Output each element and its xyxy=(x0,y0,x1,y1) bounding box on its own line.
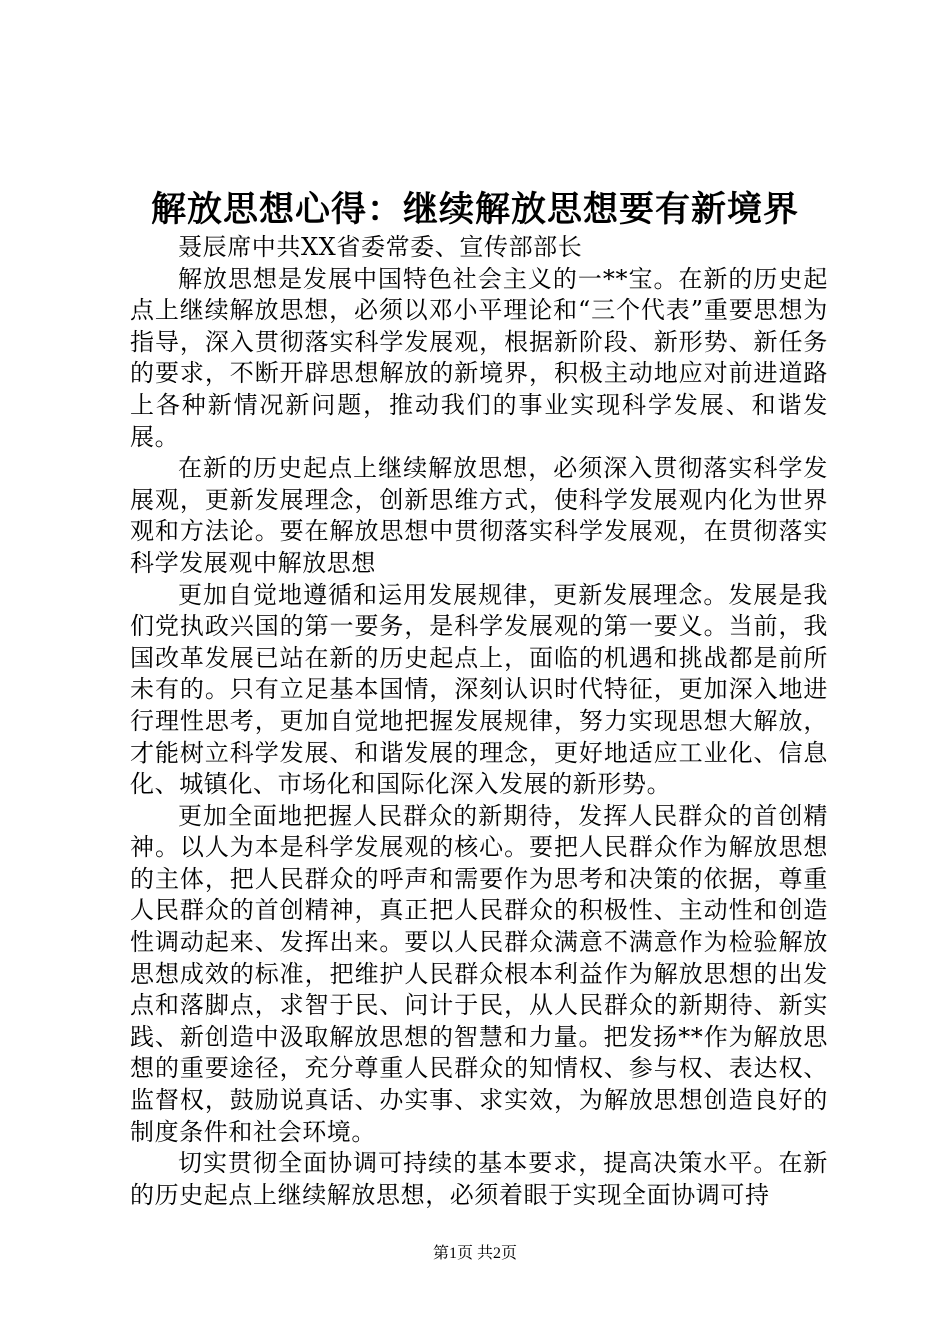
paragraph-2: 在新的历史起点上继续解放思想，必须深入贯彻落实科学发展观，更新发展理念，创新思维方式，使科学发展观内化为世界观和方法论。要在解放思想中贯彻落实科学发展观，在贯彻落实科学发展观中解放思想 xyxy=(130,454,828,577)
author-line: 聂辰席中共XX省委常委、宣传部部长 xyxy=(178,233,583,261)
document-body xyxy=(130,232,828,1211)
paragraph-1: 解放思想是发展中国特色社会主义的一**宝。在新的历史起点上继续解放思想，必须以邓小平理论和“三个代表”重要思想为指导，深入贯彻落实科学发展观，根据新阶段、新形势、新任务的要求，不断开辟思想解放的新境界，积极主动地应对前进道路上各种新情况新问题，推动我们的事业实现科学发展、和谐发展。 xyxy=(130,264,828,451)
page-number-footer: 第1页 共2页 xyxy=(432,1245,517,1262)
document-title: 解放思想心得：继续解放思想要有新境界 xyxy=(150,189,799,230)
paragraph-5: 切实贯彻全面协调可持续的基本要求，提高决策水平。在新的历史起点上继续解放思想，必须着眼于实现全面协调可持 xyxy=(130,1149,828,1209)
paragraph-4: 更加全面地把握人民群众的新期待，发挥人民群众的首创精神。以人为本是科学发展观的核心。要把人民群众作为解放思想的主体，把人民群众的呼声和需要作为思考和决策的依据，尊重人民群众的首创精神，真正把人民群众的积极性、主动性和创造性调动起来、发挥出来。要以人民群众满意不满意作为检验解放思想成效的标准，把维护人民群众根本利益作为解放思想的出发点和落脚点，求智于民、问计于民，从人民群众的新期待、新实践、新创造中汲取解放思想的智慧和力量。把发扬**作为解放思想的重要途径，充分尊重人民群众的知情权、参与权、表达权、监督权，鼓励说真话、办实事、求实效，为解放思想创造良好的制度条件和社会环境。 xyxy=(130,801,828,1146)
paragraph-3: 更加自觉地遵循和运用发展规律，更新发展理念。发展是我们党执政兴国的第一要务，是科学发展观的第一要义。当前，我国改革发展已站在新的历史起点上，面临的机遇和挑战都是前所未有的。只有立足基本国情，深刻认识时代特征，更加深入地进行理性思考，更加自觉地把握发展规律，努力实现思想大解放，才能树立科学发展、和谐发展的理念，更好地适应工业化、信息化、城镇化、市场化和国际化深入发展的新形势。 xyxy=(130,580,828,799)
